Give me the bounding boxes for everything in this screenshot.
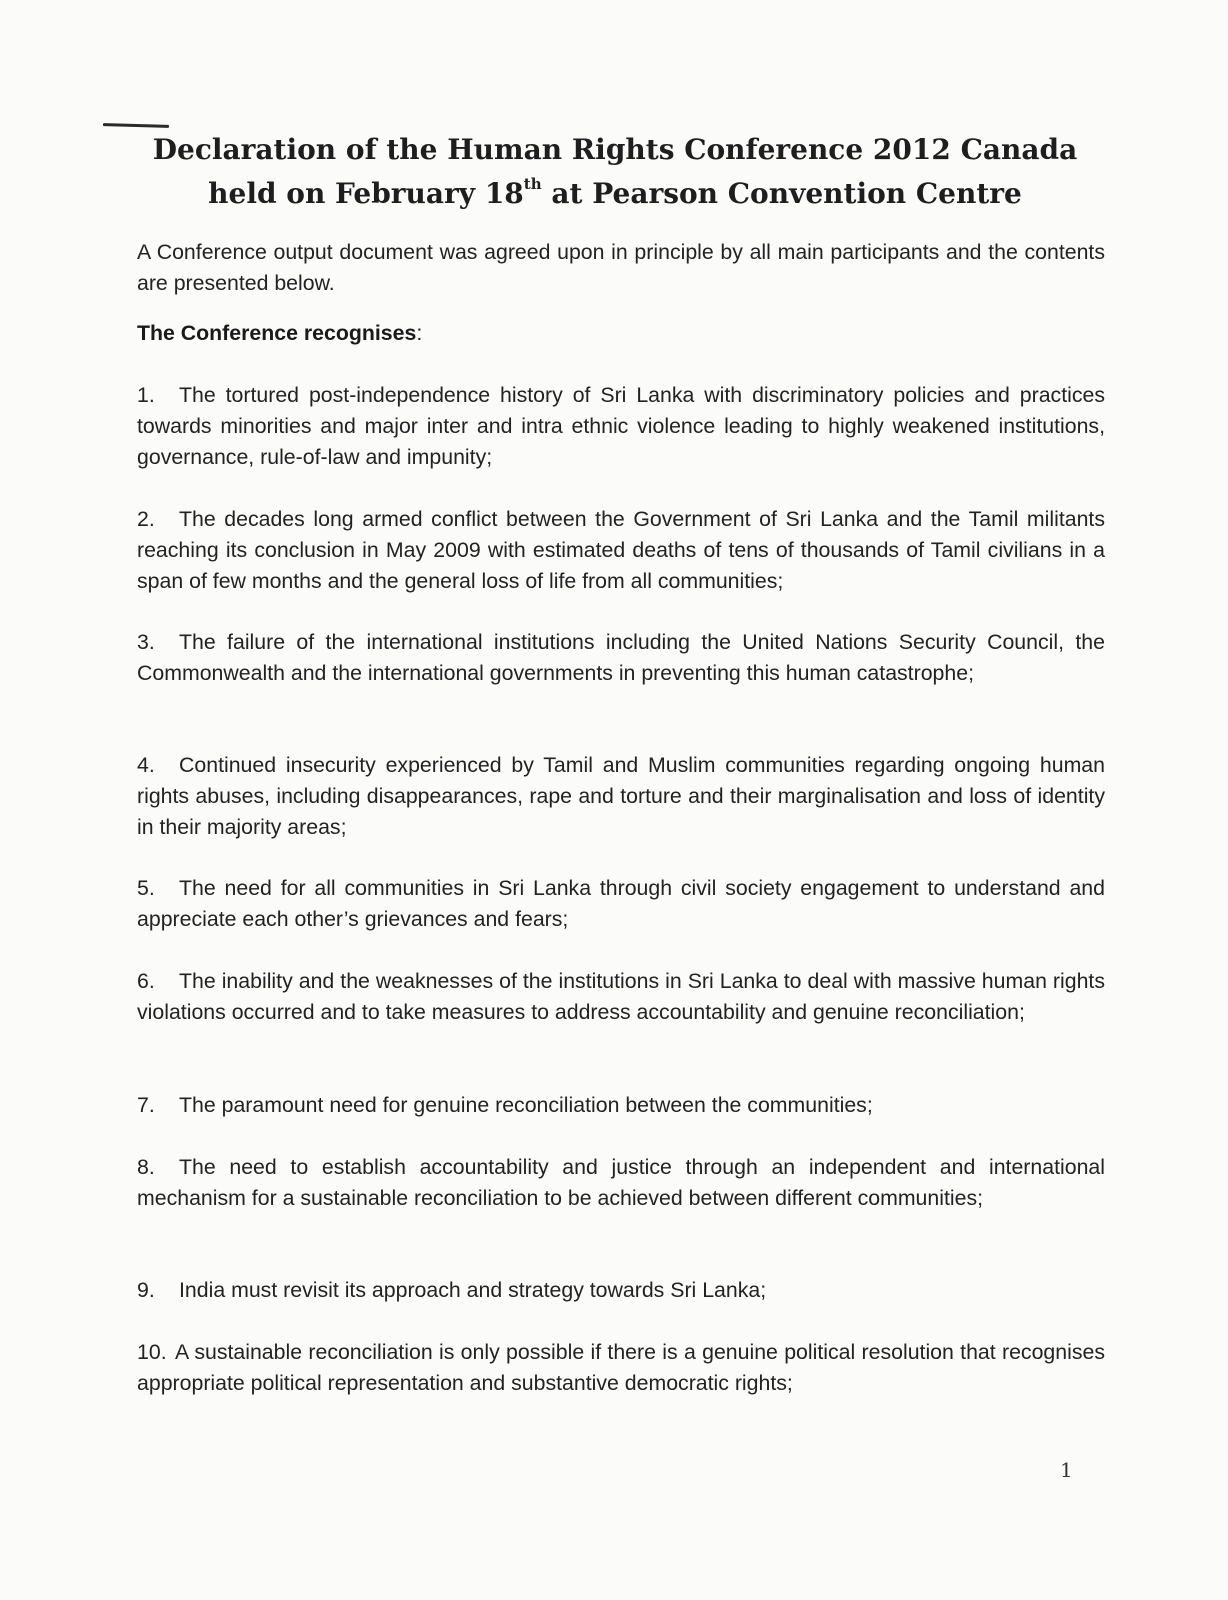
list-item-number: 7. [137, 1093, 155, 1117]
list-item-number: 10. [137, 1340, 167, 1364]
list-item [137, 504, 1105, 597]
list-item [137, 750, 1105, 843]
list-item-text: The need for all communities in Sri Lanka through civil society engagement to understand and appreciate each other’s grievances and fears; [137, 876, 1105, 931]
list-item-text: India must revisit its approach and strategy towards Sri Lanka; [179, 1278, 767, 1302]
list-item-text: The decades long armed conflict between the Government of Sri Lanka and the Tamil militants reaching its conclusion in May 2009 with estimated deaths of tens of thousands of Tamil civilians in a span of few months and the general loss of life from all communities; [137, 507, 1105, 593]
title-ordinal-suffix: th [523, 175, 542, 193]
list-item-number: 9. [137, 1278, 155, 1302]
list-item-number: 1. [137, 383, 155, 407]
title-line-1: Declaration of the Human Rights Conference 2012 Canada [152, 133, 1078, 166]
list-item [137, 1152, 1105, 1214]
recognises-heading [137, 318, 422, 349]
recognises-heading-text: The Conference recognises [137, 321, 417, 345]
list-item [137, 1090, 1105, 1121]
list-item-number: 6. [137, 969, 155, 993]
intro-paragraph: A Conference output document was agreed upon in principle by all main participants and the contents are presented below. [137, 240, 1105, 295]
list-item-text: The paramount need for genuine reconciliation between the communities; [179, 1093, 873, 1117]
list-item [137, 1337, 1105, 1399]
list-item-number: 5. [137, 876, 155, 900]
list-item [137, 380, 1105, 473]
list-item [137, 873, 1105, 935]
list-item-number: 3. [137, 630, 155, 654]
list-item-number: 4. [137, 753, 155, 777]
list-item [137, 1275, 1105, 1306]
list-item-text: The failure of the international institutions including the United Nations Security Council, the Commonwealth and the international governments in preventing this human catastrophe; [137, 630, 1105, 685]
list-item-text: The tortured post-independence history of Sri Lanka with discriminatory policies and practices towards minorities and major inter and intra ethnic violence leading to highly weakened institutions, governance, rule-of-law and impunity; [137, 383, 1105, 469]
list-item-text: Continued insecurity experienced by Tamil and Muslim communities regarding ongoing human rights abuses, including disappearances, rape and torture and their marginalisation and loss of identity in their majority areas; [137, 753, 1105, 839]
list-item-text: The inability and the weaknesses of the institutions in Sri Lanka to deal with massive human rights violations occurred and to take measures to address accountability and genuine reconciliation; [137, 969, 1105, 1024]
title-line-2-end: at Pearson Convention Centre [541, 177, 1022, 210]
document-title [140, 128, 1090, 216]
list-item-number: 2. [137, 507, 155, 531]
recognises-heading-colon: : [416, 321, 423, 345]
list-item-text: A sustainable reconciliation is only possible if there is a genuine political resolution that recognises appropriate political representation and substantive democratic rights; [137, 1340, 1105, 1395]
list-item [137, 627, 1105, 689]
list-item [137, 966, 1105, 1028]
list-item-number: 8. [137, 1155, 155, 1179]
page-number: 1 [1060, 1458, 1073, 1482]
list-item-text: The need to establish accountability and justice through an independent and international mechanism for a sustainable reconciliation to be achieved between different communities; [137, 1155, 1105, 1210]
title-line-2-start: held on February 18 [208, 177, 524, 210]
